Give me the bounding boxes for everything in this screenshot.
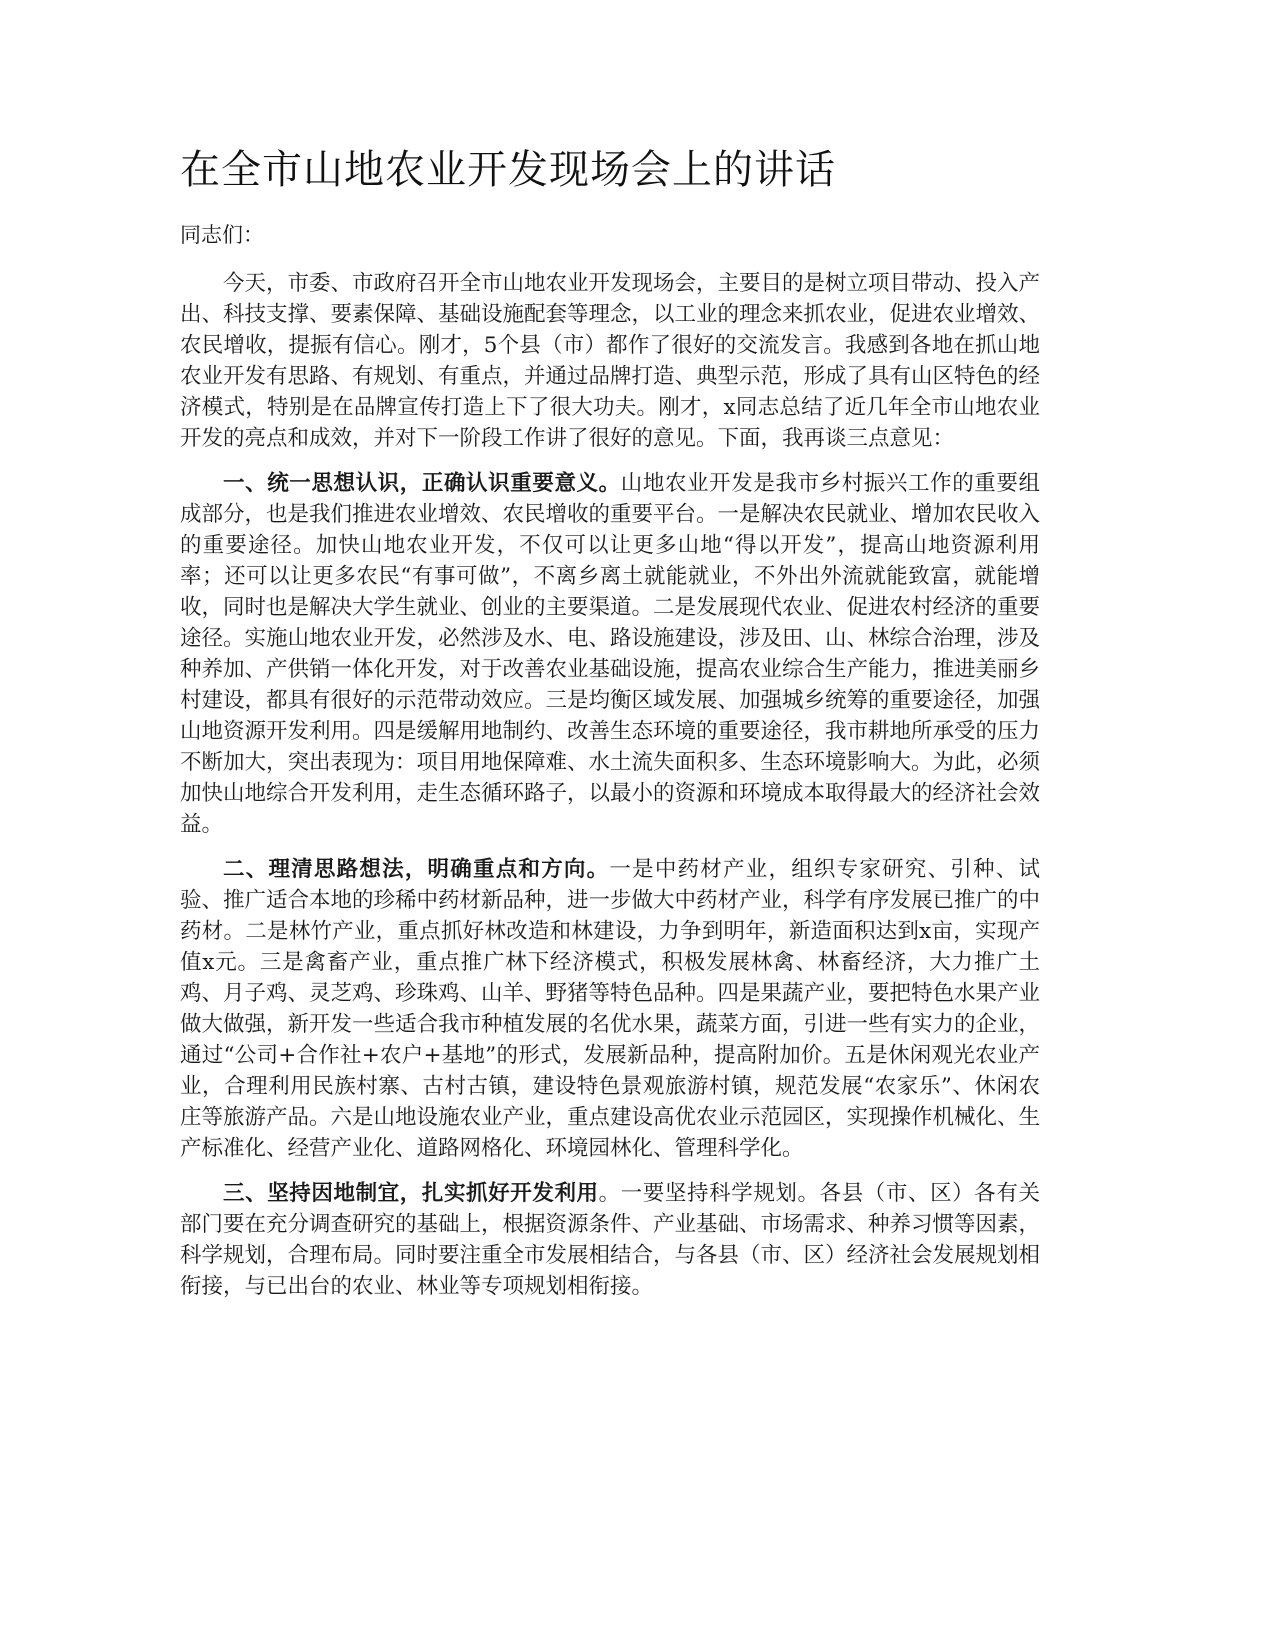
salutation: 同志们： <box>180 223 264 247</box>
section-3-heading: 三、坚持因地制宜，扎实抓好开发利用 <box>223 1181 599 1206</box>
section-1-paragraph <box>180 468 1040 840</box>
section-2-body: 一是中药材产业，组织专家研究、引种、试验、推广适合本地的珍稀中药材新品种，进一步做大中药材产业，科学有序发展已推广的中药材。二是林竹产业，重点抓好林改造和林建设，力争到明年，新造面积达到x亩，实现产值x元。三是禽畜产业，重点推广林下经济模式，积极发展林禽、林畜经济，大力推广土鸡、月子鸡、灵芝鸡、珍珠鸡、山羊、野猪等特色品种。四是果蔬产业，要把特色水果产业做大做强，新开发一些适合我市种植发展的名优水果，蔬菜方面，引进一些有实力的企业，通过“公司+合作社+农户+基地”的形式，发展新品种，提高附加价。五是休闲观光农业产业，合理利用民族村寨、古村古镇，建设特色景观旅游村镇，规范发展“农家乐”、休闲农庄等旅游产品。六是山地设施农业产业，重点建设高优农业示范园区，实现操作机械化、生产标准化、经营产业化、道路网格化、环境园林化、管理科学化。 <box>180 857 1041 1161</box>
section-2-paragraph <box>180 854 1040 1164</box>
section-3-body: 。一要坚持科学规划。各县（市、区）各有关部门要在充分调查研究的基础上，根据资源条件、产业基础、市场需求、种养习惯等因素，科学规划，合理布局。同时要注重全市发展相结合，与各县（市、区）经济社会发展规划相衔接，与已出台的农业、林业等专项规划相衔接。 <box>180 1181 1041 1299</box>
section-3-paragraph <box>180 1178 1040 1302</box>
document-page <box>180 140 1040 1316</box>
page-title: 在全市山地农业开发现场会上的讲话 <box>180 147 836 193</box>
intro-paragraph: 今天，市委、市政府召开全市山地农业开发现场会，主要目的是树立项目带动、投入产出、科技支撑、要素保障、基础设施配套等理念，以工业的理念来抓农业，促进农业增效、农民增收，提振有信心。刚才，5个县（市）都作了很好的交流发言。我感到各地在抓山地农业开发有思路、有规划、有重点，并通过品牌打造、典型示范，形成了具有山区特色的经济模式，特别是在品牌宣传打造上下了很大功夫。刚才，x同志总结了近几年全市山地农业开发的亮点和成效，并对下一阶段工作讲了很好的意见。下面，我再谈三点意见： <box>180 271 1041 451</box>
section-1-body: 山地农业开发是我市乡村振兴工作的重要组成部分，也是我们推进农业增效、农民增收的重要平台。一是解决农民就业、增加农民收入的重要途径。加快山地农业开发，不仅可以让更多山地“得以开发”，提高山地资源利用率；还可以让更多农民“有事可做”，不离乡离土就能就业，不外出外流就能致富，就能增收，同时也是解决大学生就业、创业的主要渠道。二是发展现代农业、促进农村经济的重要途径。实施山地农业开发，必然涉及水、电、路设施建设，涉及田、山、林综合治理，涉及种养加、产供销一体化开发，对于改善农业基础设施，提高农业综合生产能力，推进美丽乡村建设，都具有很好的示范带动效应。三是均衡区域发展、加强城乡统筹的重要途径，加强山地资源开发利用。四是缓解用地制约、改善生态环境的重要途径，我市耕地所承受的压力不断加大，突出表现为：项目用地保障难、水土流失面积多、生态环境影响大。为此，必须加快山地综合开发利用，走生态循环路子，以最小的资源和环境成本取得最大的经济社会效益。 <box>180 471 1041 837</box>
section-2-heading: 二、理清思路想法，明确重点和方向。 <box>223 857 610 882</box>
section-1-heading: 一、统一思想认识，正确认识重要意义。 <box>223 471 621 496</box>
